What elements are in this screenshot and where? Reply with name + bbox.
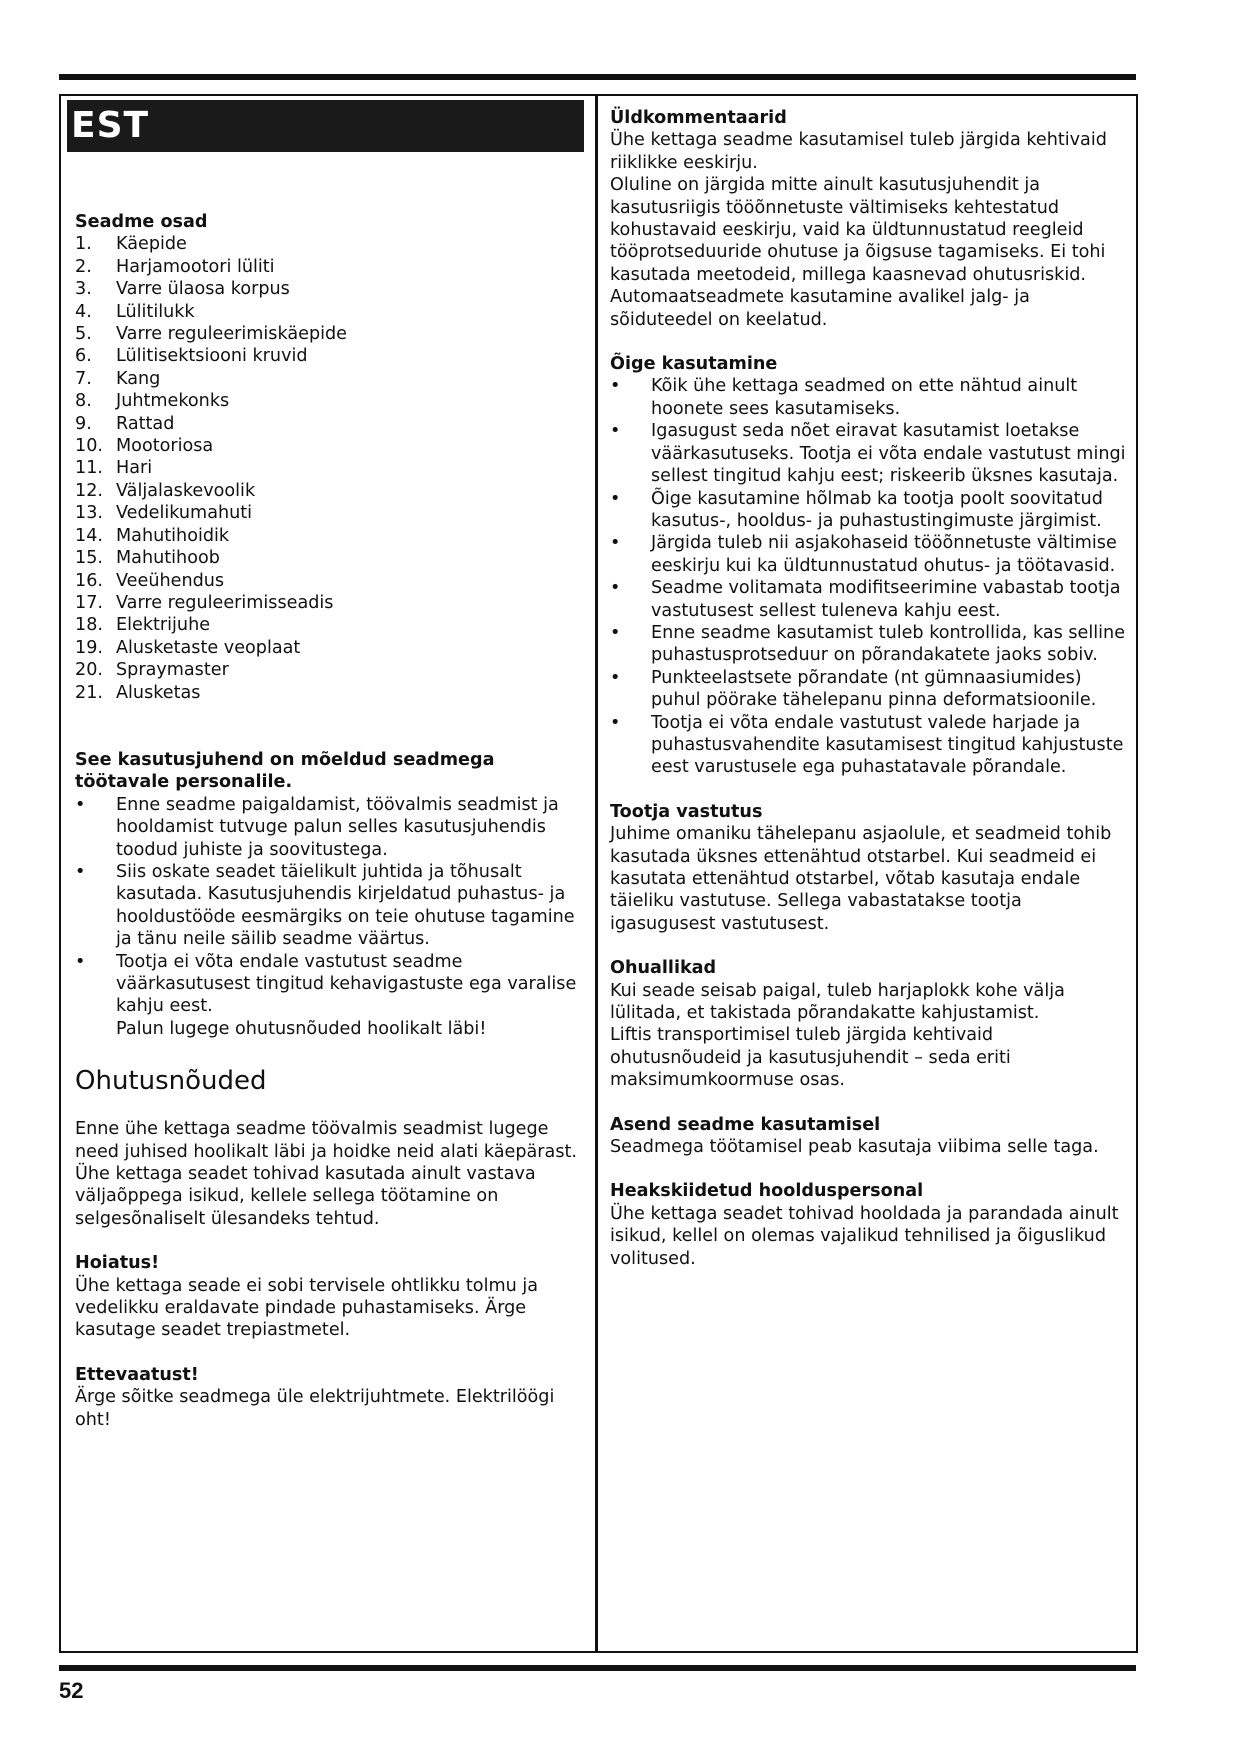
safety-read-note: Palun lugege ohutusnõuded hoolikalt läbi! bbox=[116, 1018, 487, 1039]
proper-use-title: Õige kasutamine bbox=[610, 354, 778, 375]
list-item: 7. Kang bbox=[75, 368, 161, 389]
hazards-text-1: Kui seade seisab paigal, tuleb harjaplokk kohe välja lülitada, et takistada põrandakatte kahjustamist. bbox=[610, 980, 1065, 1024]
list-item: • Punkteelastsete põrandate (nt gümnaasiumides) puhul pöörake tähelepanu pinna deformatsioonile. bbox=[610, 667, 1130, 712]
list-item: 18. Elektrijuhe bbox=[75, 615, 211, 636]
safety-intro-2: Ühe kettaga seadet tohivad kasutada ainult vastava väljaõppega isikud, kellele sellega töötamine on selgesõnaliselt ülesandeks tehtud. bbox=[75, 1164, 536, 1229]
safety-section-title: Ohutusnõuded bbox=[75, 1066, 267, 1097]
list-item: 4. Lülitilukk bbox=[75, 301, 195, 322]
service-title: Heakskiidetud hoolduspersonal bbox=[610, 1181, 924, 1202]
list-item: 9. Rattad bbox=[75, 413, 175, 434]
list-item: 6. Lülitisektsiooni kruvid bbox=[75, 346, 308, 367]
service-text: Ühe kettaga seadet tohivad hooldada ja parandada ainult isikud, kellel on olemas vajalikud tehnilised ja õiguslikud volitused. bbox=[610, 1203, 1119, 1269]
bottom-rule bbox=[59, 1665, 1136, 1671]
proper-use-list bbox=[610, 375, 1130, 778]
list-item: • Enne seadme kasutamist tuleb kontrollida, kas selline puhastusprotseduur on põrandakatete jaoks sobiv. bbox=[610, 622, 1130, 667]
list-item: 13. Vedelikumahuti bbox=[75, 503, 253, 524]
list-item: 19. Alusketaste veoplaat bbox=[75, 637, 301, 658]
list-item: 16. Veeühendus bbox=[75, 570, 225, 591]
list-item: 21. Alusketas bbox=[75, 682, 201, 703]
hazards-title: Ohuallikad bbox=[610, 958, 717, 979]
list-item: 14. Mahutihoidik bbox=[75, 525, 230, 546]
top-rule bbox=[59, 74, 1136, 80]
list-item: • Kõik ühe kettaga seadmed on ette nähtud ainult hoonete sees kasutamiseks. bbox=[610, 375, 1130, 420]
column-divider bbox=[595, 94, 598, 1653]
hazards-text-2: Liftis transportimisel tuleb järgida kehtivaid ohutusnõudeid ja kasutusjuhendit – seda eriti maksimumkoormuse osas. bbox=[610, 1025, 1011, 1091]
list-item: 11. Hari bbox=[75, 458, 153, 479]
language-badge: EST bbox=[67, 100, 584, 152]
list-item: 12. Väljalaskevoolik bbox=[75, 480, 256, 501]
list-item: 10. Mootoriosa bbox=[75, 436, 214, 457]
list-item: • Tootja ei võta endale vastutust seadme väärkasutusest tingitud kehavigastuste ega varalise kahju eest. bbox=[75, 951, 590, 1018]
parts-list bbox=[75, 233, 590, 704]
liability-text: Juhime omaniku tähelepanu asjaolule, et seadmeid tohib kasutada üksnes ettenähtud otstarbel. Kui seadmeid ei kasutata ettenähtud otstarbel, võtab kasutaja endale täieliku vastutuse. Sellega vabastatakse tootja igasugusest vastutusest. bbox=[610, 824, 1112, 934]
general-text-3: Automaatseadmete kasutamine avalikel jalg- ja sõiduteedel on keelatud. bbox=[610, 287, 1030, 330]
general-title: Üldkommentaarid bbox=[610, 108, 787, 128]
safety-intro-1: Enne ühe kettaga seadme töövalmis seadmist lugege need juhised hoolikalt läbi ja hoidke neid alati käepärast. bbox=[75, 1119, 577, 1162]
warning-text: Ühe kettaga seade ei sobi tervisele ohtlikku tolmu ja vedelikku eraldavate pindade puhastamiseks. Ärge kasutage seadet trepiastmetel. bbox=[75, 1275, 539, 1341]
position-text: Seadmega töötamisel peab kasutaja viibima selle taga. bbox=[610, 1137, 1099, 1158]
list-item: • Enne seadme paigaldamist, töövalmis seadmist ja hooldamist tutvuge palun selles kasutusjuhendis toodud juhiste ja soovitustega. bbox=[75, 794, 590, 861]
intended-audience-list bbox=[75, 794, 590, 1018]
intended-audience-title: See kasutusjuhend on mõeldud seadmega töötavale personalile. bbox=[75, 749, 495, 793]
page-number: 52 bbox=[59, 1678, 84, 1703]
list-item: • Siis oskate seadet täielikult juhtida ja tõhusalt kasutada. Kasutusjuhendis kirjeldatud puhastus- ja hooldustööde eesmärgiks on teie ohutuse tagamine ja tänu neile säilib seadme väärtus. bbox=[75, 861, 590, 951]
list-item: 3. Varre ülaosa korpus bbox=[75, 279, 290, 300]
left-column bbox=[71, 100, 590, 1431]
list-item: 17. Varre reguleerimisseadis bbox=[75, 592, 334, 613]
list-item: • Tootja ei võta endale vastutust valede harjade ja puhastusvahendite kasutamisest tingitud kahjustuste eest varustusele ega puhastatavale põrandale. bbox=[610, 712, 1130, 779]
list-item: 15. Mahutihoob bbox=[75, 548, 220, 569]
list-item: • Järgida tuleb nii asjakohaseid tööõnnetuste vältimise eeskirju kui ka üldtunnustatud ohutus- ja töötavasid. bbox=[610, 532, 1130, 577]
list-item: 1. Käepide bbox=[75, 234, 187, 255]
general-text-2: Oluline on järgida mitte ainult kasutusjuhendit ja kasutusriigis tööõnnetuste vältimiseks kehtestatud kohustavaid eeskirju, vaid ka üldtunnustatud reegleid tööprotseduuride ohutuse ja õigsuse tagamiseks. Ei tohi kasutada meetodeid, millega kaasnevad ohutusriskid. bbox=[610, 175, 1106, 285]
list-item: 2. Harjamootori lüliti bbox=[75, 256, 275, 277]
parts-title: Seadme osad bbox=[75, 212, 208, 232]
warning-title: Hoiatus! bbox=[75, 1253, 160, 1274]
list-item: • Igasugust seda nõet eiravat kasutamist loetakse väärkasutuseks. Tootja ei võta endale vastutust mingi sellest tingitud kahju eest; riskeerib üksnes kasutaja. bbox=[610, 420, 1130, 487]
caution-text: Ärge sõitke seadmega üle elektrijuhtmete. Elektrilöögi oht! bbox=[75, 1387, 555, 1430]
list-item: • Õige kasutamine hõlmab ka tootja poolt soovitatud kasutus-, hooldus- ja puhastustingimuste järgimist. bbox=[610, 488, 1130, 533]
list-item: 8. Juhtmekonks bbox=[75, 391, 230, 412]
list-item: 5. Varre reguleerimiskäepide bbox=[75, 324, 348, 345]
general-text-1: Ühe kettaga seadme kasutamisel tuleb järgida kehtivaid riiklikke eeskirju. bbox=[610, 130, 1107, 173]
list-item: 20. Spraymaster bbox=[75, 660, 229, 681]
position-title: Asend seadme kasutamisel bbox=[610, 1114, 881, 1135]
list-item: • Seadme volitamata modifitseerimine vabastab tootja vastutusest sellest tuleneva kahju eest. bbox=[610, 577, 1130, 622]
caution-title: Ettevaatust! bbox=[75, 1364, 199, 1385]
liability-title: Tootja vastutus bbox=[610, 801, 763, 822]
right-column bbox=[610, 107, 1130, 1270]
